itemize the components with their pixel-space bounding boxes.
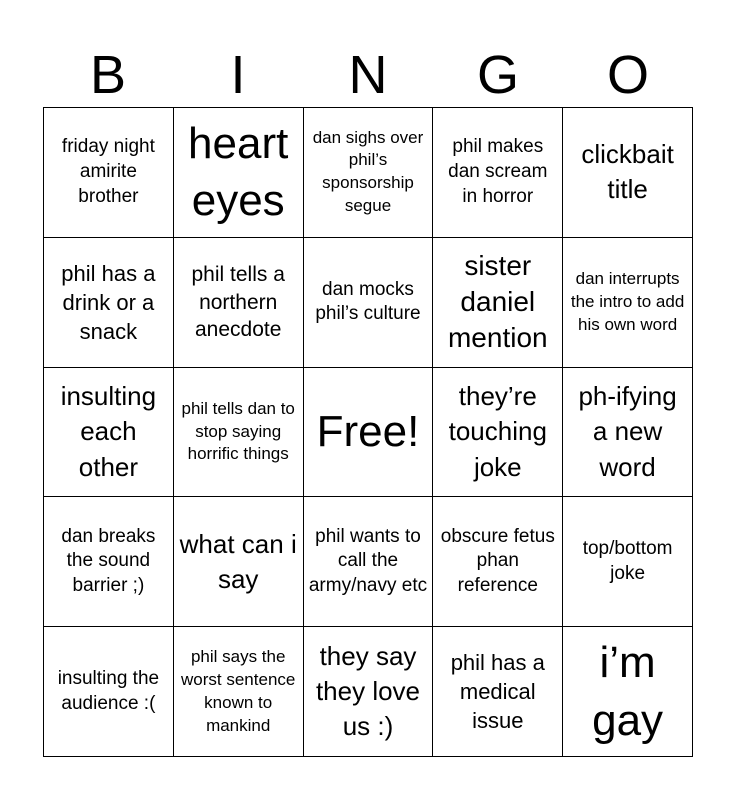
bingo-cell-text: i’m gay [592,638,664,745]
bingo-cell-text: phil makes dan scream in horror [448,136,548,207]
bingo-cell-r3-c0[interactable] [44,497,174,627]
bingo-cell-r4-c4[interactable] [563,627,693,757]
bingo-cell-r0-c1[interactable] [174,108,304,238]
bingo-cell-r0-c2[interactable] [304,108,434,238]
bingo-cell-free[interactable] [304,368,434,498]
bingo-cell-r1-c3[interactable] [433,238,563,368]
bingo-cell-text: dan mocks phil’s culture [315,278,421,325]
bingo-cell-r3-c1[interactable] [174,497,304,627]
bingo-cell-r4-c0[interactable] [44,627,174,757]
bingo-cell-r1-c2[interactable] [304,238,434,368]
bingo-cell-text: phil has a drink or a snack [61,260,156,344]
bingo-cell-text: obscure fetus phan reference [440,525,555,597]
bingo-cell-r4-c1[interactable] [174,627,304,757]
bingo-cell-r3-c3[interactable] [433,497,563,627]
bingo-cell-text: heart eyes [188,119,289,226]
bingo-cell-text: insulting each other [60,381,157,482]
bingo-cell-r0-c4[interactable] [563,108,693,238]
bingo-cell-text: phil tells dan to stop saying horrific things [181,398,295,464]
bingo-cell-r3-c2[interactable] [304,497,434,627]
bingo-cell-r4-c2[interactable] [304,627,434,757]
bingo-cell-text: top/bottom joke [582,538,673,584]
bingo-cell-text: phil says the worst sentence known to mankind [181,646,296,735]
bingo-cell-text: what can i say [179,528,297,594]
bingo-cell-text: they say they love us :) [315,640,421,742]
bingo-cell-text: dan breaks the sound barrier ;) [61,525,156,597]
bingo-cell-text: sister daniel mention [447,249,548,354]
free-space-label: Free! [316,407,420,457]
header-letter-o: O [606,45,649,105]
bingo-card-grid [43,107,693,757]
bingo-cell-r2-c3[interactable] [433,368,563,498]
bingo-cell-r0-c0[interactable] [44,108,174,238]
bingo-cell-r1-c1[interactable] [174,238,304,368]
bingo-cell-r2-c1[interactable] [174,368,304,498]
header-letter-i: I [230,45,246,105]
header-letter-n: N [348,45,388,105]
bingo-cell-r1-c0[interactable] [44,238,174,368]
bingo-cell-text: they’re touching joke [448,381,547,482]
bingo-cell-r1-c4[interactable] [563,238,693,368]
bingo-cell-text: clickbait title [581,139,674,205]
bingo-cell-text: friday night amirite brother [61,136,155,207]
header-letter-g: G [476,45,519,105]
bingo-cell-r0-c3[interactable] [433,108,563,238]
bingo-cell-text: phil has a medical issue [450,650,545,734]
bingo-cell-r3-c4[interactable] [563,497,693,627]
bingo-cell-text: phil tells a northern anecdote [191,263,285,341]
bingo-header [43,44,693,106]
bingo-cell-text: dan interrupts the intro to add his own word [570,268,685,334]
bingo-cell-text: ph-ifying a new word [578,381,677,482]
bingo-cell-r2-c0[interactable] [44,368,174,498]
bingo-cell-text: insulting the audience :( [57,667,160,714]
bingo-cell-r4-c3[interactable] [433,627,563,757]
bingo-cell-text: phil wants to call the army/navy etc [308,525,428,597]
header-letter-b: B [89,45,127,105]
bingo-cell-r2-c4[interactable] [563,368,693,498]
bingo-cell-text: dan sighs over phil’s sponsorship segue [312,127,424,216]
